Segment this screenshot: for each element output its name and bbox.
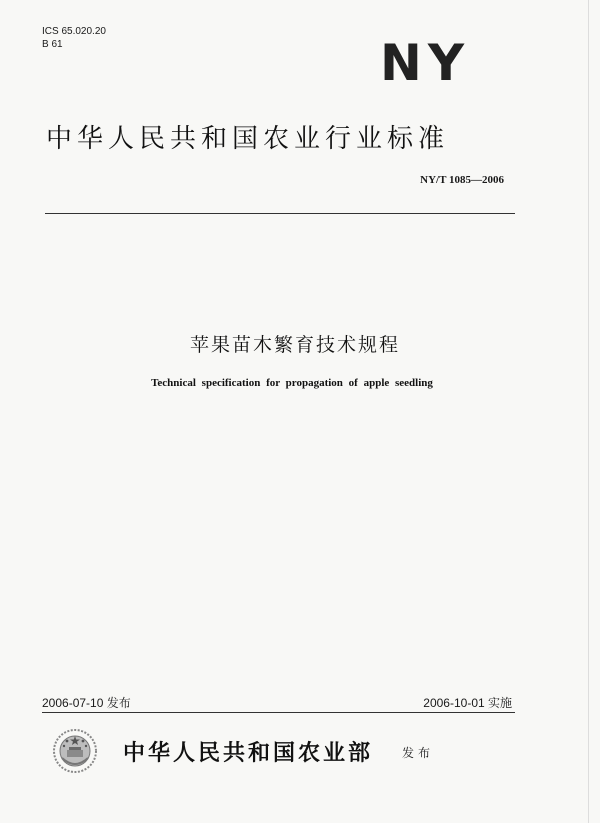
standard-number: NY/T 1085—2006 — [420, 174, 504, 186]
national-emblem-icon — [52, 728, 98, 774]
classification-codes — [42, 25, 106, 51]
issuer-action: 发布 — [402, 746, 435, 760]
implementation-date: 2006-10-01 实施 — [423, 696, 512, 710]
document-title-chinese: 苹果苗木繁育技术规程 — [189, 334, 400, 356]
ics-code: ICS 65.020.20 — [42, 26, 106, 37]
header-divider — [45, 213, 515, 214]
scan-edge — [588, 0, 589, 823]
standard-type-title: 中华人民共和国农业行业标准 — [46, 124, 450, 154]
issue-date: 2006-07-10 发布 — [42, 696, 131, 710]
document-title-english: Technical specification for propagation of apple seedling — [151, 377, 433, 389]
footer-divider — [42, 712, 515, 713]
ny-logo: NY — [380, 34, 471, 92]
issuing-ministry: 中华人民共和国农业部 — [123, 740, 374, 766]
ccs-code: B 61 — [42, 39, 63, 50]
